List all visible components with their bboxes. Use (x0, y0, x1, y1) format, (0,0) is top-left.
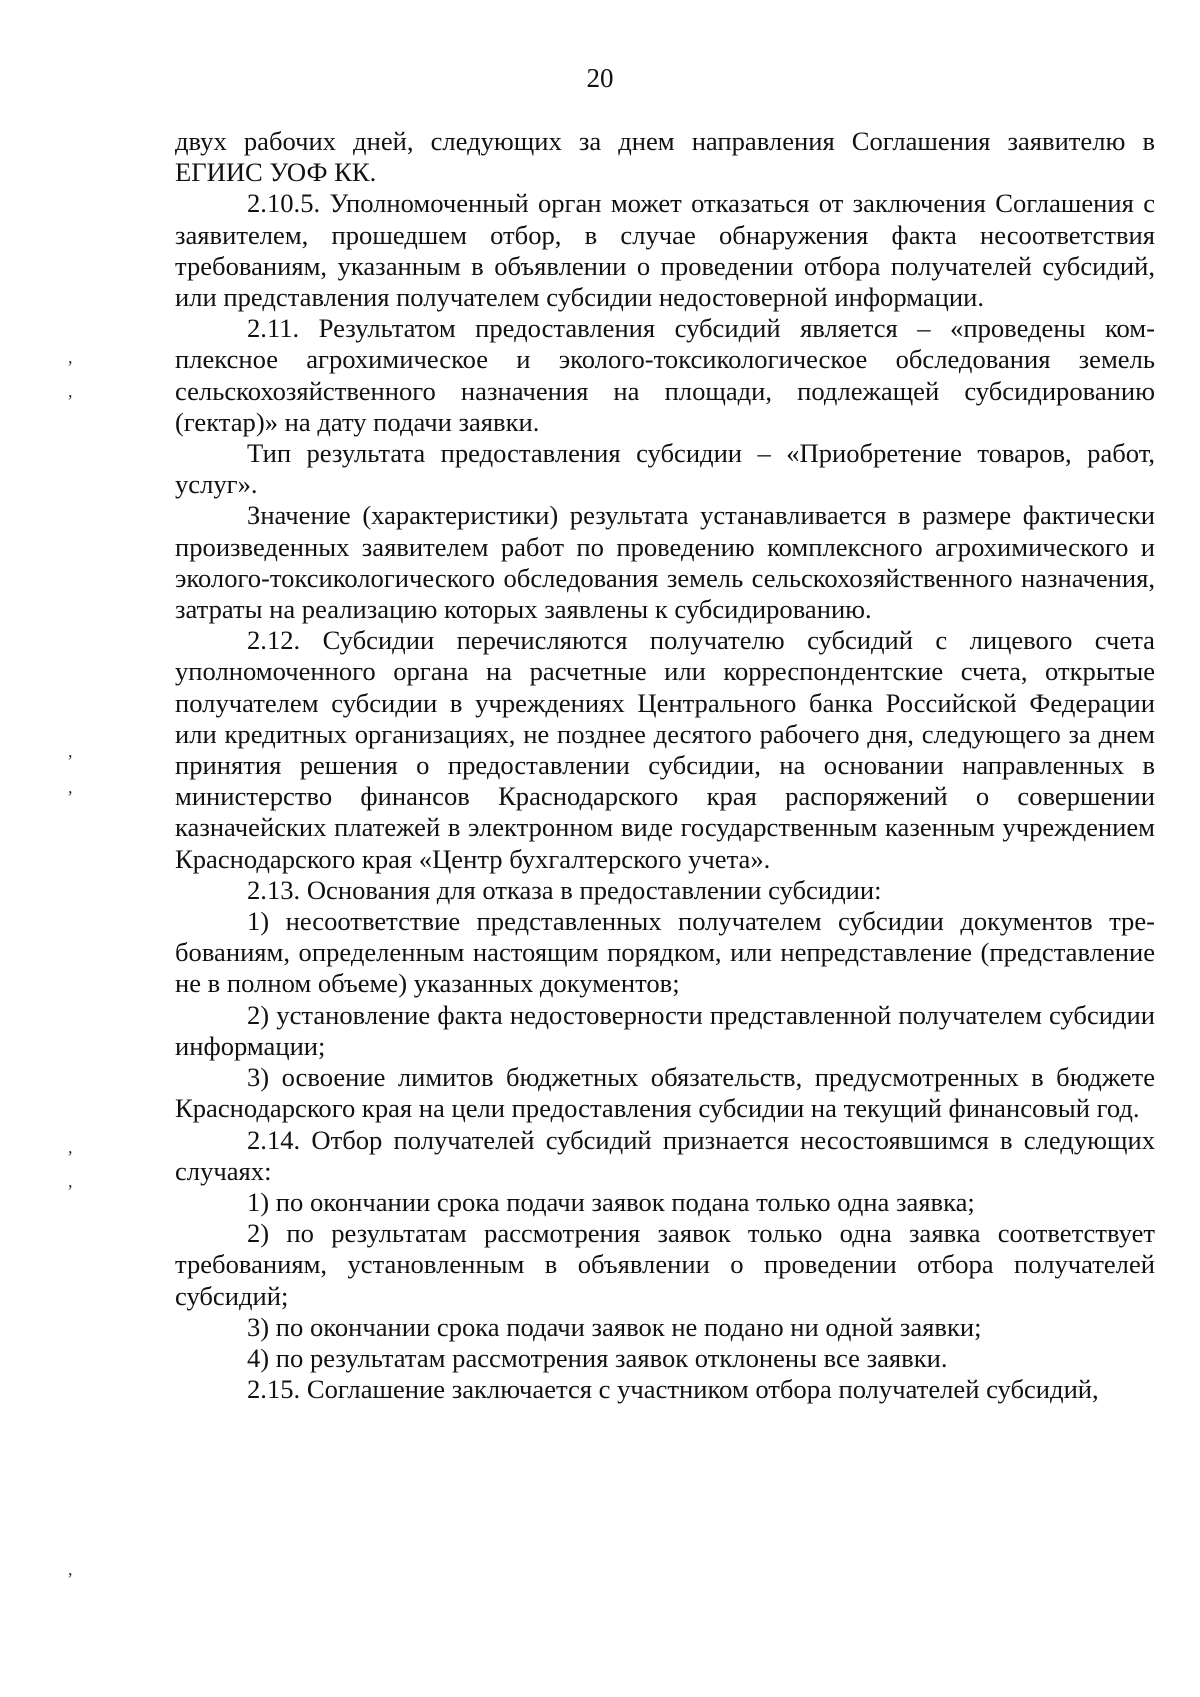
margin-mark: , (68, 1137, 73, 1157)
paragraph-2-15: 2.15. Соглашение заключается с участником отбора получателей субсидий, (247, 1374, 1099, 1405)
paragraph-2-11: 2.11. Результатом предоставления субсидий является – «проведены комплексное агрохимическое и эколого-токсикологическое обследования земель сельскохозяйственного назначения на площади, подлежащей субсидированию (гектар)» на дату подачи заявки. (175, 313, 1155, 437)
margin-mark: , (68, 1171, 73, 1191)
list-item-2-14-3: 3) по окончании срока подачи заявок не подано ни одной заявки; (247, 1311, 982, 1342)
list-item-2-14-2: 2) по результатам рассмотрения заявок только одна заявка соответствует требованиям, установленным в объявлении о проведении отбора получателей субсидий; (175, 1218, 1155, 1311)
margin-mark: , (68, 741, 73, 761)
paragraph-result-value: Значение (характеристики) результата устанавливается в размере фактически произведенных заявителем работ по проведению комплексного агрохимического и эколого-токсикологического обследования земель сельскохозяйственного назначения, затраты на реализацию которых заявлены к субсидированию. (175, 500, 1155, 625)
document-body (175, 126, 1155, 1405)
paragraph-2-14: 2.14. Отбор получателей субсидий признается несостоявшимся в следующих случаях: (175, 1124, 1155, 1186)
list-item-2-13-3: 3) освоение лимитов бюджетных обязательств, предусмотренных в бюджете Краснодарского края на цели предоставления субсидии на текущий финансовый год. (175, 1062, 1155, 1124)
paragraph-2-10-5: 2.10.5. Уполномоченный орган может отказаться от заключения Соглашения с заявителем, прошедшем отбор, в случае обнаружения факта несоответствия требованиям, указанным в объявлении о проведении отбора получателей субсидий, или представления получателем субсидии недостоверной информации. (175, 188, 1155, 313)
page-number: 20 (586, 63, 614, 93)
list-item-2-13-1: 1) несоответствие представленных получателем субсидии документов требованиям, определенным настоящим порядком, или непредставление (представление не в полном объеме) указанных документов; (175, 906, 1155, 999)
list-item-2-13-2: 2) установление факта недостоверности представленной получателем субсидии информации; (175, 999, 1155, 1061)
margin-mark: , (68, 1559, 73, 1579)
list-item-2-14-4: 4) по результатам рассмотрения заявок отклонены все заявки. (247, 1342, 948, 1373)
paragraph-2-13: 2.13. Основания для отказа в предоставлении субсидии: (247, 874, 882, 905)
margin-mark: , (68, 347, 73, 367)
margin-mark: , (68, 777, 73, 797)
paragraph-result-type: Тип результата предоставления субсидии – «Приобретение товаров, работ, услуг». (175, 438, 1155, 500)
paragraph-2-12: 2.12. Субсидии перечисляются получателю субсидий с лицевого счета уполномоченного органа на расчетные или корреспондентские счета, открытые получателем субсидии в учреждениях Центрального банка Российской Федерации или кредитных организациях, не позднее десятого рабочего дня, следующего за днем принятия решения о предоставлении субсидии, на основании направленных в министерство финансов Краснодарского края распоряжений о совершении казначейских платежей в электронном виде государственным казенным учреждением Краснодарского края «Центр бухгалтерского учета». (175, 625, 1155, 874)
paragraph-continuation: двух рабочих дней, следующих за днем направления Соглашения заявителю в ЕГИИС УОФ КК. (175, 126, 1155, 188)
margin-mark: , (68, 381, 73, 401)
list-item-2-14-1: 1) по окончании срока подачи заявок подана только одна заявка; (247, 1186, 975, 1217)
